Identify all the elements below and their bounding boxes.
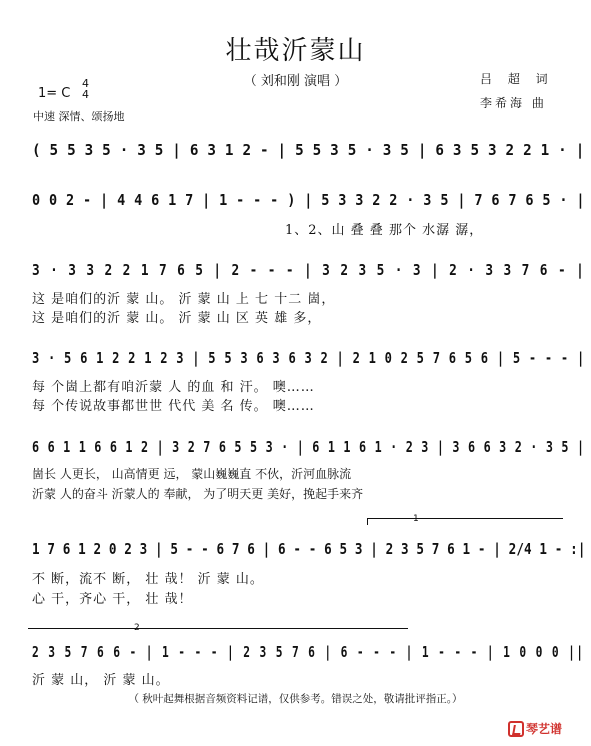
lyric-row-6-line-2: 心 干，齐心 干， 壮 哉！ xyxy=(32,592,193,607)
transcription-note: （ 秋叶起舞根据音频资料记谱，仅供参考。错误之处，敬请批评指正。） xyxy=(128,693,463,705)
lyric-row-3-line-1: 这 是咱们的沂 蒙 山。 沂 蒙 山 上 七 十二 崮， xyxy=(32,292,336,307)
lyric-row-5-line-1: 崮长 人更长， 山高情更 远， 蒙山巍巍直 不伙，沂河血脉流 xyxy=(32,467,352,481)
first-ending-number: 1 xyxy=(413,514,419,524)
first-ending-bracket xyxy=(367,518,563,525)
notation-row-5: 6 6 1 1 6 6 1 2 | 3 2 7 6 5 5 3 · | 6 1 1 6 1 · 2 3 | 3 6 6 3 2 · 3 5 | xyxy=(32,438,585,456)
lyric-row-3-line-2: 这 是咱们的沂 蒙 山。 沂 蒙 山 区 英 雄 多， xyxy=(32,311,322,326)
lyric-row-4-line-2: 每 个传说故事都世世 代代 美 名 传。 噢…… xyxy=(32,399,315,414)
score-title: 壮哉沂蒙山 xyxy=(225,36,366,66)
second-ending-bracket xyxy=(28,628,408,635)
tempo-marking: 中速 深情、颂扬地 xyxy=(33,110,125,123)
notation-row-6: 1 7 6 1 2 0 2 3 | 5 - - 6 7 6 | 6 - - 6 5 3 | 2 3 5 7 6 1 - | 2/4 1 - :| xyxy=(32,540,586,558)
lyricist-credit: 吕 超 词 xyxy=(480,72,554,86)
lyric-row-2-line-1: 1、2、山 叠 叠 那个 水潺 潺， xyxy=(285,223,484,238)
time-signature-top: 4 xyxy=(82,77,89,90)
performer-credit: （ 刘和刚 演唱 ） xyxy=(243,74,348,89)
key-signature: 1= C xyxy=(38,86,71,101)
lyric-row-4-line-1: 每 个崮上都有咱沂蒙 人 的血 和 汗。 噢…… xyxy=(32,380,315,395)
watermark-text: 琴艺谱 xyxy=(526,722,563,736)
site-watermark xyxy=(508,720,562,737)
second-ending-number: 2 xyxy=(134,623,140,633)
notation-row-2: 0 0 2 - | 4 4 6 1 7 | 1 - - - ) | 5 3 3 2 2 · 3 5 | 7 6 7 6 5 · | xyxy=(32,191,585,209)
notation-row-7: 2 3 5 7 6 6 - | 1 - - - | 2 3 5 7 6 | 6 - - - | 1 - - - | 1 0 0 0 || xyxy=(32,643,585,661)
time-signature-bottom: 4 xyxy=(82,88,89,101)
composer-credit: 李希海 曲 xyxy=(480,96,547,110)
lyric-row-6-line-1: 不 断，流不 断， 壮 哉！ 沂 蒙 山。 xyxy=(32,572,264,587)
lyric-row-7-line-1: 沂 蒙 山， 沂 蒙 山。 xyxy=(32,673,170,688)
notation-row-1: ( 5 5 3 5 · 3 5 | 6 3 1 2 - | 5 5 3 5 · 3 5 | 6 3 5 3 2 2 1 · | xyxy=(32,141,585,159)
notation-row-4: 3 · 5 6 1 2 2 1 2 3 | 5 5 3 6 3 6 3 2 | 2 1 0 2 5 7 6 5 6 | 5 - - - | xyxy=(32,349,585,367)
lyric-row-5-line-2: 沂蒙 人的奋斗 沂蒙人的 奉献， 为了明天更 美好，挽起手来齐 xyxy=(32,487,364,501)
piano-logo-icon xyxy=(508,721,524,737)
time-signature xyxy=(82,78,89,100)
notation-row-3: 3 · 3 3 2 2 1 7 6 5 | 2 - - - | 3 2 3 5 · 3 | 2 · 3 3 7 6 - | xyxy=(32,261,586,279)
